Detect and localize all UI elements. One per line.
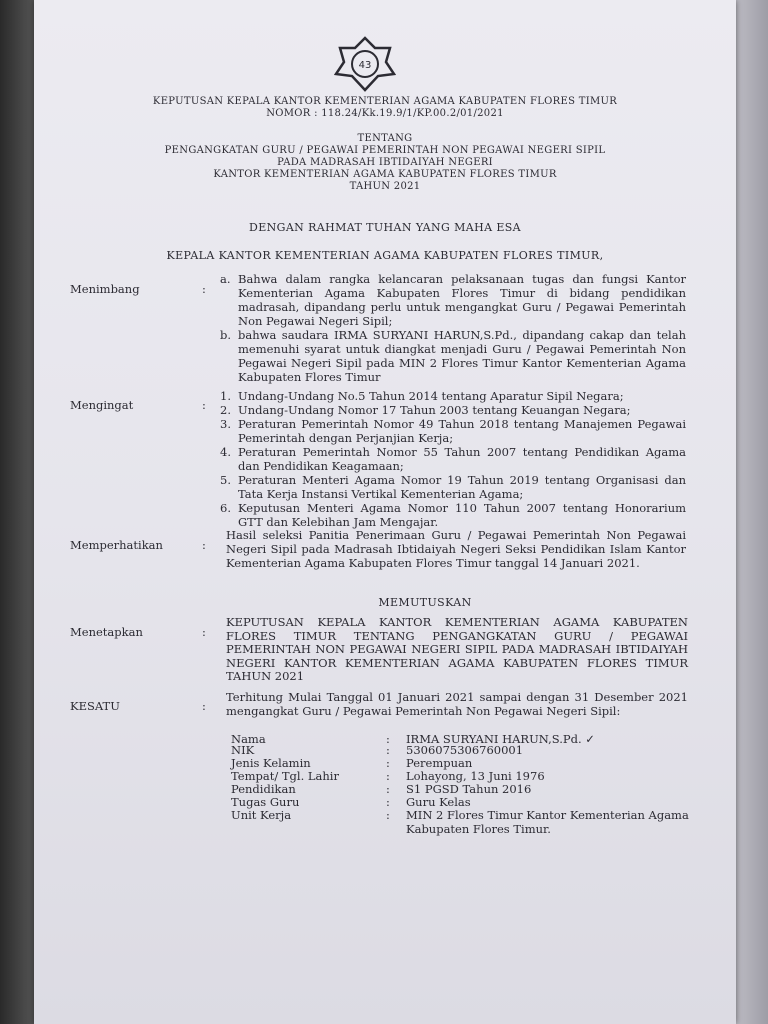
rahmat-heading: DENGAN RAHMAT TUHAN YANG MAHA ESA [248,221,522,234]
kepala-heading: KEPALA KANTOR KEMENTERIAN AGAMA KABUPATEN FLORES TIMUR, [166,249,604,262]
subject-line-3: KANTOR KEMENTERIAN AGAMA KABUPATEN FLORES TIMUR [213,169,557,180]
memperhatikan-label: Memperhatikan [70,538,163,552]
mengingat-colon: : [202,398,206,412]
decree-number: NOMOR : 118.24/Kk.19.9/1/KP.00.2/01/2021 [266,108,504,119]
mengingat-item: 3. Peraturan Pemerintah Nomor 49 Tahun 2018 tentang Manajemen Pegawai Pemerintah dengan Perjanjian Kerja; [220,417,686,445]
document-page [34,0,736,1024]
decree-title: KEPUTUSAN KEPALA KANTOR KEMENTERIAN AGAMA KABUPATEN FLORES TIMUR [152,96,618,107]
mengingat-list [220,389,686,529]
kesatu-text: Terhitung Mulai Tanggal 01 Januari 2021 sampai dengan 31 Desember 2021 mengangkat Guru / Pegawai Pemerintah Non Pegawai Negeri Sipil: [226,690,688,718]
mengingat-item: 6. Keputusan Menteri Agama Nomor 110 Tahun 2007 tentang Honorarium GTT dan Kelebihan Jam Mengajar. [220,501,686,529]
mengingat-item: 5. Peraturan Menteri Agama Nomor 19 Tahun 2019 tentang Organisasi dan Tata Kerja Instansi Vertikal Kementerian Agama; [220,473,686,501]
menimbang-label: Menimbang [70,282,140,296]
menimbang-list [220,272,686,384]
appointee-details: Nama : IRMA SURYANI HARUN,S.Pd. ✓ NIK : 5306075306760001 Jenis Kelamin : Perempuan Tempat/ Tgl. Lahir : Lohayong, 13 Juni 1976 Pendidikan : S1 PGSD Tahun 2016 Tugas Guru : Guru Kelas Unit Kerja : MIN 2 Flores Timur Kantor Kementerian Agama Kabupaten Flores Timur. [231,732,689,836]
kemenag-emblem-icon [334,36,396,92]
mengingat-label: Mengingat [70,398,134,412]
menetapkan-text: KEPUTUSAN KEPALA KANTOR KEMENTERIAN AGAMA KABUPATEN FLORES TIMUR TENTANG PENGANGKATAN GURU / PEGAWAI PEMERINTAH NON PEGAWAI NEGERI SIPIL PADA MADRASAH IBTIDAIYAH NEGERI KANTOR KEMENTERIAN AGAMA KABUPATEN FLORES TIMUR TAHUN 2021 [226,615,688,683]
mengingat-item: 2. Undang-Undang Nomor 17 Tahun 2003 tentang Keuangan Negara; [220,403,631,417]
memperhatikan-colon: : [202,538,206,552]
subject-line-2: PADA MADRASAH IBTIDAIYAH NEGERI [277,157,493,168]
menimbang-colon: : [202,282,206,296]
memutuskan-heading: MEMUTUSKAN [378,596,472,609]
menetapkan-colon: : [202,625,206,639]
tentang-label: TENTANG [357,133,413,144]
kesatu-colon: : [202,699,206,713]
photo-background-right [736,0,768,1024]
memperhatikan-text: Hasil seleksi Panitia Penerimaan Guru / Pegawai Pemerintah Non Pegawai Negeri Sipil pada Madrasah Ibtidaiyah Negeri Seksi Pendidikan Islam Kantor Kementerian Agama Kabupaten Flores Timur tanggal 14 Januari 2021. [226,528,686,570]
mengingat-item: 4. Peraturan Pemerintah Nomor 55 Tahun 2007 tentang Pendidikan Agama dan Pendidikan Keagamaan; [220,445,686,473]
photo-background-left [0,0,34,1024]
kesatu-label: KESATU [70,699,120,713]
menetapkan-label: Menetapkan [70,625,143,639]
subject-line-1: PENGANGKATAN GURU / PEGAWAI PEMERINTAH NON PEGAWAI NEGERI SIPIL [164,145,606,156]
subject-line-4: TAHUN 2021 [349,181,421,192]
menimbang-item: b. bahwa saudara IRMA SURYANI HARUN,S.Pd., dipandang cakap dan telah memenuhi syarat untuk diangkat menjadi Guru / Pegawai Pemerintah Non Pegawai Negeri Sipil pada MIN 2 Flores Timur Kantor Kementerian Agama Kabupaten Flores Timur [220,328,686,384]
svg-text:43: 43 [358,60,372,71]
menimbang-item: a. Bahwa dalam rangka kelancaran pelaksanaan tugas dan fungsi Kantor Kementerian Agama Kabupaten Flores Timur di bidang pendidikan madrasah, dipandang perlu untuk mengangkat Guru / Pegawai Pemerintah Non Pegawai Negeri Sipil; [220,272,686,328]
mengingat-item: 1. Undang-Undang No.5 Tahun 2014 tentang Aparatur Sipil Negara; [220,389,624,403]
